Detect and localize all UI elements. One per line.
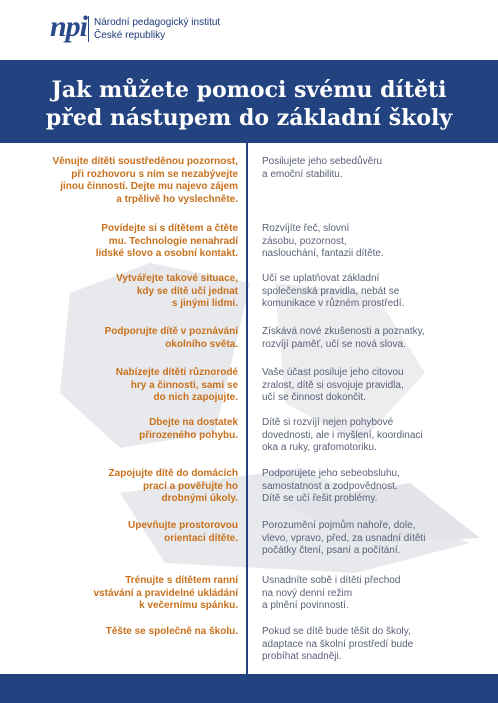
tip-line: Těšte se společně na školu. (105, 626, 238, 637)
tip-line: prací a pověřujte ho (142, 480, 238, 492)
organization-name (94, 16, 220, 42)
tip-text (30, 223, 238, 261)
benefit-line: učí se činnost dokončit. (262, 392, 366, 403)
tip-line: orientaci dítěte. (164, 532, 238, 544)
tip-line: Upevňujte prostorovou (127, 520, 238, 531)
footer-band (0, 674, 498, 703)
benefit-text (262, 520, 462, 558)
tip-line: do nich zapojujte. (153, 392, 238, 403)
benefit-line: Posilujete jeho sebedůvěru (262, 156, 383, 167)
tip-text (30, 626, 238, 639)
page-title-line-1: Jak můžete pomoci svému dítěti (51, 77, 447, 103)
npi-logo: npi (50, 10, 88, 43)
tip-line: k večernímu spánku. (139, 600, 238, 611)
benefit-line: samostatnost a zodpovědnost. (262, 480, 398, 492)
tip-text (30, 468, 238, 506)
benefit-text (262, 417, 462, 455)
benefit-line: Získává nové zkušenosti a poznatky, (262, 326, 425, 337)
benefit-line: rozvíjí paměť, učí se nová slova. (262, 338, 406, 350)
benefit-text (262, 156, 462, 181)
tip-line: lidské slovo a osobní kontakt. (95, 248, 238, 259)
tip-line: mu. Technologie nenahradí (108, 235, 238, 247)
organization-name-line-2: České republiky (94, 30, 166, 41)
tip-text (30, 575, 238, 613)
tip-text (30, 156, 238, 206)
benefit-line: Rozvíjíte řeč, slovní (262, 223, 350, 234)
header (0, 0, 498, 60)
tip-text (30, 326, 238, 351)
column-divider (246, 143, 248, 674)
tip-line: drobnými úkoly. (161, 493, 238, 504)
tip-line: kdy se dítě učí jednat (136, 285, 238, 297)
tip-line: s jinými lidmi. (171, 298, 238, 309)
tip-line: a trpělivě ho vyslechněte. (116, 193, 238, 205)
benefit-line: Učí se uplatňovat základní (262, 273, 380, 284)
benefit-text (262, 575, 462, 613)
tip-line: Trénujte s dítětem ranní (125, 575, 238, 586)
benefit-line: Pokud se dítě bude těšit do školy, (262, 626, 411, 637)
benefit-line: na nový denní režim (262, 587, 353, 599)
benefit-line: společenská pravidla, nebát se (262, 285, 400, 297)
tip-line: okolního světa. (165, 338, 238, 350)
benefit-line: dovednosti, ale i myšlení, koordinaci (262, 429, 423, 441)
benefit-line: Usnadníte sobě i dítěti přechod (262, 575, 401, 586)
tip-line: jinou činností. Dejte mu najevo zájem (60, 181, 238, 192)
benefit-line: Dítě si rozvíjí nejen pohybové (262, 417, 394, 428)
tip-line: Zapojujte dítě do domácích (108, 468, 238, 479)
tip-line: Věnujte dítěti soustředěnou pozornost, (52, 156, 238, 167)
benefit-line: zásobu, pozornost, (262, 235, 347, 247)
tip-line: Dbejte na dostatek (149, 417, 238, 428)
tip-text (30, 417, 238, 442)
tip-text (30, 520, 238, 545)
page-title (0, 76, 498, 132)
benefit-line: Dítě se učí řešit problémy. (262, 493, 378, 504)
logo-divider (88, 16, 89, 42)
benefit-line: oka a ruky, grafomotoriku. (262, 442, 377, 453)
tip-text (30, 273, 238, 311)
benefit-text (262, 273, 462, 311)
tip-text (30, 367, 238, 405)
benefit-text (262, 326, 462, 351)
benefit-line: zralost, dítě si osvojuje pravidla, (262, 379, 404, 391)
benefit-text (262, 223, 462, 261)
tip-line: Podporujte dítě v poznávání (104, 326, 238, 337)
tip-line: Povídejte si s dítětem a čtěte (101, 223, 238, 234)
benefit-line: Porozumění pojmům nahoře, dole, (262, 520, 416, 531)
benefit-text (262, 626, 462, 664)
benefit-line: naslouchání, fantazii dítěte. (262, 248, 384, 259)
tip-line: vstávání a pravidelné ukládání (93, 587, 238, 599)
benefit-line: Vaše účast posiluje jeho citovou (262, 367, 404, 378)
benefit-line: a emoční stabilitu. (262, 168, 343, 180)
benefit-line: vlevo, vpravo, před, za usnadní dítěti (262, 532, 426, 544)
benefit-line: počátky čtení, psaní a počítání. (262, 545, 401, 556)
benefit-line: probíhat snadněji. (262, 651, 342, 662)
page-title-line-2: před nástupem do základní školy (45, 105, 453, 131)
tip-line: Nabízejte dítěti různorodé (115, 367, 238, 378)
benefit-line: a plnění povinností. (262, 600, 349, 611)
benefit-line: Podporujete jeho sebeobsluhu, (262, 468, 400, 479)
tip-line: hry a činnosti, sami se (130, 379, 238, 391)
benefit-line: komunikace v různém prostředí. (262, 298, 405, 309)
benefit-line: adaptace na školní prostředí bude (262, 638, 414, 650)
tip-line: přirozeného pohybu. (139, 429, 238, 441)
benefit-text (262, 367, 462, 405)
tip-line: Vytvářejte takové situace, (116, 273, 238, 284)
tip-line: při rozhovoru s ním se nezabývejte (71, 168, 238, 180)
organization-name-line-1: Národní pedagogický institut (94, 17, 221, 28)
benefit-text (262, 468, 462, 506)
